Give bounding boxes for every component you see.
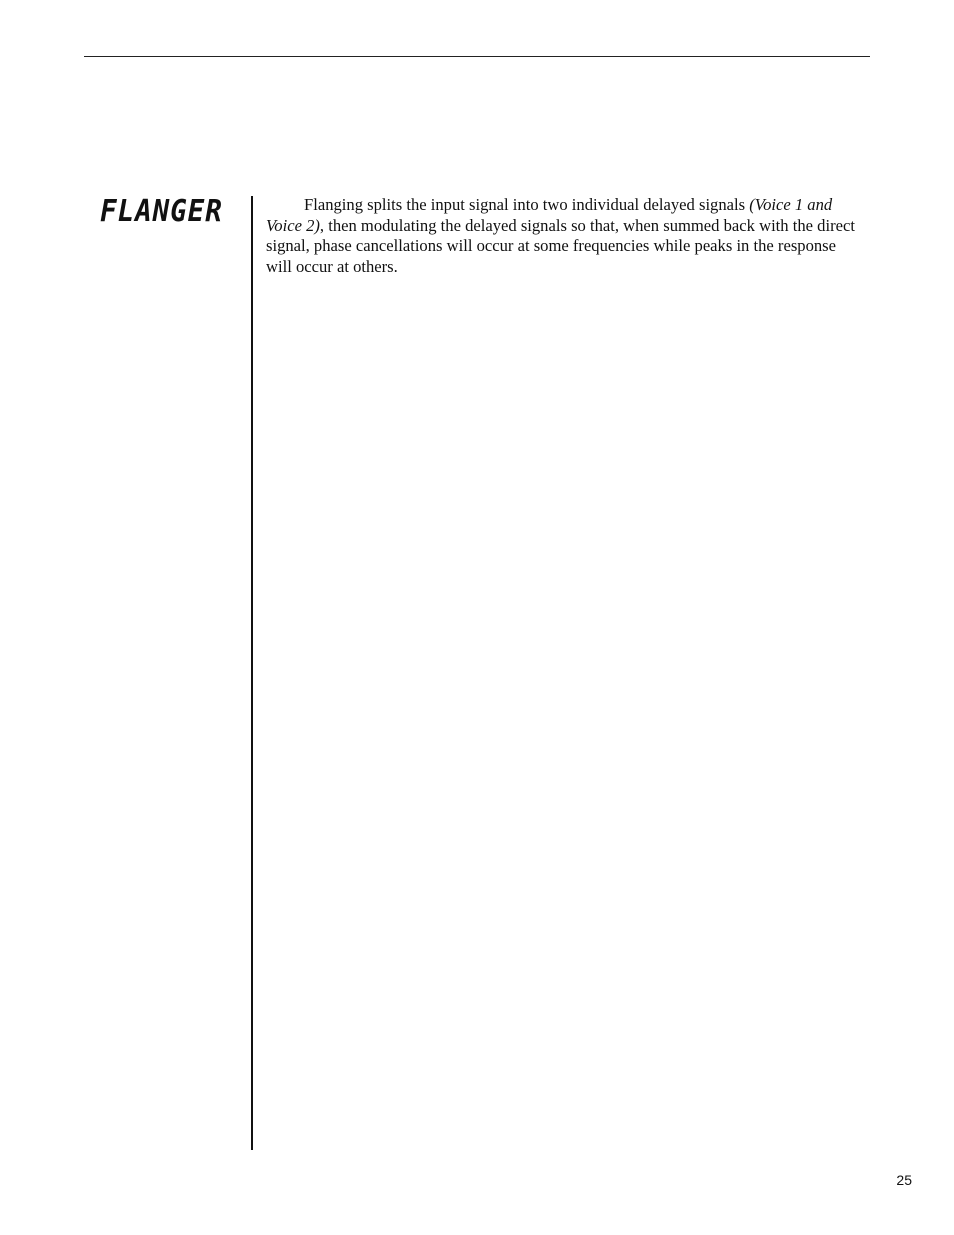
- paragraph-text-start: Flanging splits the input signal into two individual delayed signals: [304, 195, 750, 214]
- body-paragraph: [266, 195, 858, 277]
- section-divider: [251, 196, 253, 1150]
- paragraph-text-end: , then modulating the delayed signals so that, when summed back with the direct signal, phase cancellations will occur at some frequencies while peaks in the response will occur at others.: [266, 215, 855, 276]
- page-number: 25: [896, 1172, 912, 1188]
- section-title: FLANGER: [100, 194, 223, 229]
- header-rule: [84, 56, 870, 57]
- paragraph-italic-voices: (Voice 1 and Voice 2): [266, 195, 833, 235]
